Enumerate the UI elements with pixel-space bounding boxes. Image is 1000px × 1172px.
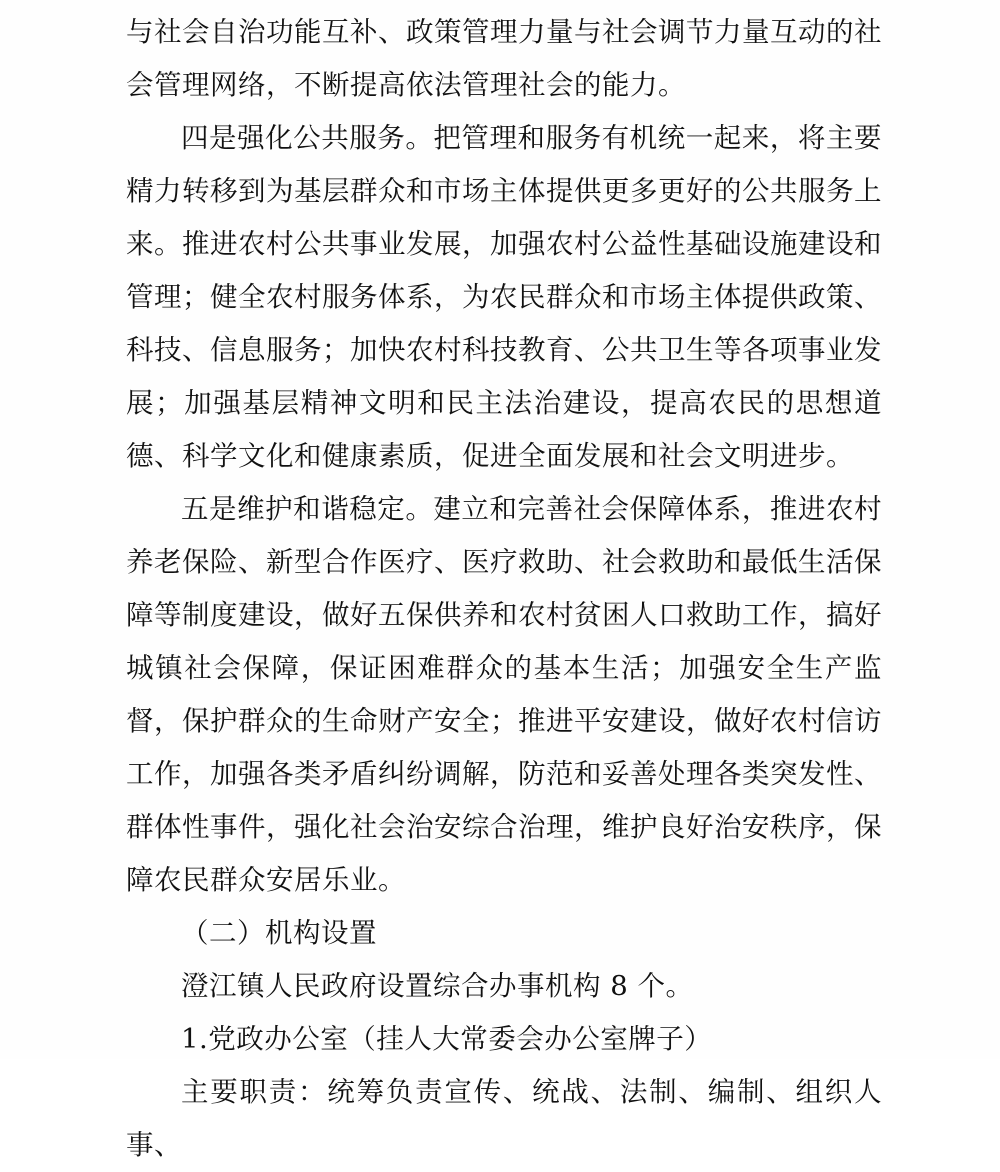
paragraph-item-four: 四是强化公共服务。把管理和服务有机统一起来，将主要精力转移到为基层群众和市场主体提供更多更好的公共服务上来。推进农村公共事业发展，加强农村公益性基础设施建设和管理；健全农村服务体系，为农民群众和市场主体提供政策、科技、信息服务；加快农村科技教育、公共卫生等各项事业发展；加强基层精神文明和民主法治建设，提高农民的思想道德、科学文化和健康素质，促进全面发展和社会文明进步。 xyxy=(126,122,882,472)
paragraph-continued: 与社会自治功能互补、政策管理力量与社会调节力量互动的社会管理网络，不断提高依法管理社会的能力。 xyxy=(126,16,882,101)
paragraph-organization-item-1-duties: 主要职责：统筹负责宣传、统战、法制、编制、组织人事、 xyxy=(126,1076,882,1161)
document-body xyxy=(126,6,882,1172)
paragraph-organization-item-1: 1.党政办公室（挂人大常委会办公室牌子） xyxy=(181,1023,713,1055)
paragraph-item-five: 五是维护和谐稳定。建立和完善社会保障体系，推进农村养老保险、新型合作医疗、医疗救助、社会救助和最低生活保障等制度建设，做好五保供养和农村贫困人口救助工作，搞好城镇社会保障，保证困难群众的基本生活；加强安全生产监督，保护群众的生命财产安全；推进平安建设，做好农村信访工作，加强各类矛盾纠纷调解，防范和妥善处理各类突发性、群体性事件，强化社会治安综合治理，维护良好治安秩序，保障农民群众安居乐业。 xyxy=(126,493,882,896)
section-heading-organization-setup: （二）机构设置 xyxy=(181,917,377,949)
paragraph-organization-intro: 澄江镇人民政府设置综合办事机构 8 个。 xyxy=(181,970,694,1002)
